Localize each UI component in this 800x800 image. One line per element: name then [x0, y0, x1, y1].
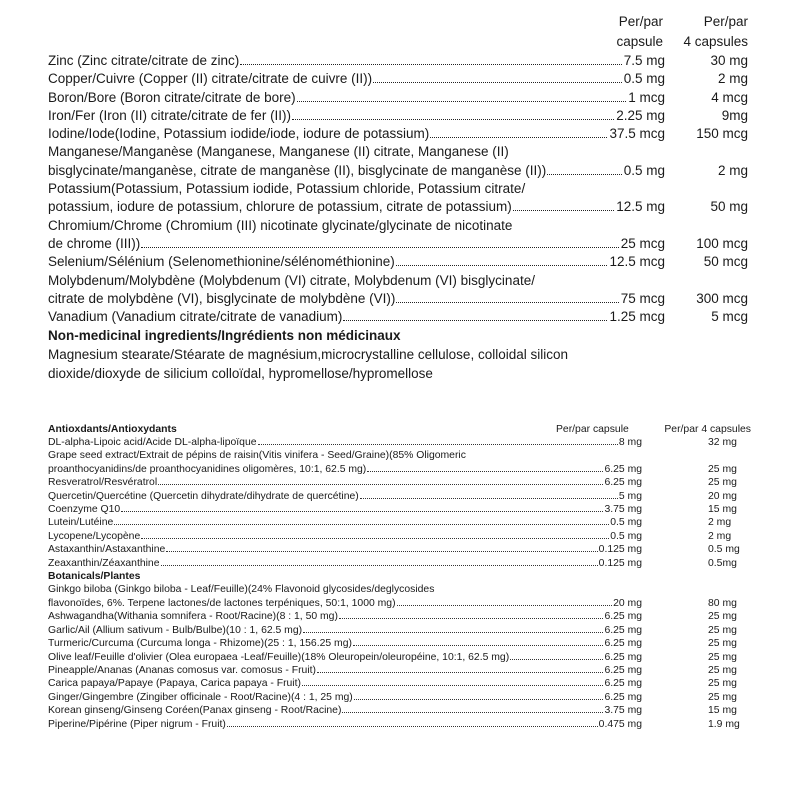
- amount-per-capsule: 12.5 mg: [616, 199, 665, 215]
- ingredient-leader-line: [48, 490, 642, 503]
- amount-per-4-capsules: 25 mg: [708, 463, 737, 475]
- amount-per-4-capsules: 25 mg: [708, 691, 737, 703]
- ingredient-leader-line: [48, 235, 665, 253]
- dot-leader: [302, 685, 603, 686]
- amount-per-4-capsules: 9mg: [721, 107, 748, 123]
- amount-per-capsule: 8 mg: [618, 437, 642, 448]
- ingredient-row: [48, 691, 753, 704]
- ingredient-leader-line: [48, 637, 642, 650]
- ingredient-name: potassium, iodure de potassium, chlorure de potassium, citrate de potassium): [48, 199, 512, 215]
- per-4-capsules-header: Per/par 4 capsules: [664, 424, 751, 435]
- amount-per-4-capsules: 25 mg: [708, 638, 737, 650]
- ingredient-name: Boron/Bore (Boron citrate/citrate de bore): [48, 89, 296, 105]
- amount-per-4-capsules: 0.5mg: [708, 557, 737, 569]
- ingredient-row: [48, 125, 758, 143]
- ingredient-row: [48, 272, 758, 309]
- ingredient-name: Piperine/Pipérine (Piper nigrum - Fruit): [48, 718, 226, 730]
- ingredient-name: Vanadium (Vanadium citrate/citrate de vanadium): [48, 309, 343, 325]
- dot-leader: [343, 320, 607, 321]
- ingredient-name-line: Grape seed extract/Extrait de pépins de raisin(Vitis vinifera - Seed/Graine)(85% Oligomeric: [48, 450, 466, 462]
- ingredient-name: Coenzyme Q10: [48, 504, 121, 516]
- ingredient-name: citrate de molybdène (VI), bisglycinate de molybdène (VI)): [48, 290, 396, 306]
- amount-per-4-capsules: 2 mg: [708, 530, 732, 542]
- ingredient-row: [48, 516, 753, 529]
- ingredient-leader-line: [48, 476, 642, 489]
- dot-leader: [342, 712, 603, 713]
- amount-per-4-capsules: 32 mg: [708, 437, 737, 448]
- amount-per-capsule: 7.5 mg: [623, 53, 665, 68]
- ingredient-name: Olive leaf/Feuille d'olivier (Olea europaea -Leaf/Feuille)(18% Oleuropein/oleuropéine, 10:1, 62.5 mg): [48, 651, 510, 663]
- ingredient-row: [48, 89, 758, 107]
- ingredient-leader-line: [48, 52, 665, 70]
- amount-per-capsule: 2.25 mg: [616, 107, 665, 123]
- amount-per-capsule: 6.25 mg: [604, 463, 642, 475]
- ingredient-name: de chrome (III)): [48, 235, 141, 251]
- dot-leader: [397, 605, 613, 606]
- ingredient-name: Resveratrol/Resvératrol: [48, 477, 158, 489]
- dot-leader: [396, 302, 618, 303]
- antioxidant-list: [48, 436, 753, 570]
- ingredient-row: [48, 664, 753, 677]
- ingredient-row: [48, 143, 758, 180]
- non-medicinal-heading: Non-medicinal ingredients/Ingrédients non médicinaux: [48, 328, 401, 344]
- non-medicinal-text: Magnesium stearate/Stéarate de magnésium,microcrystalline cellulose, colloidal silicon dioxide/dioxyde de silicium colloïdal, hypromellose/hypromellose: [48, 347, 568, 382]
- amount-per-4-capsules: 150 mcg: [696, 126, 748, 142]
- ingredient-leader-line: [48, 503, 642, 516]
- ingredient-row: [48, 610, 753, 623]
- ingredient-name: DL-alpha-Lipoic acid/Acide DL-alpha-lipoïque: [48, 437, 257, 448]
- ingredient-list: [48, 52, 758, 326]
- amount-per-capsule: 1.25 mcg: [609, 309, 665, 325]
- ingredient-row: [48, 530, 753, 543]
- ingredient-name: Zinc (Zinc citrate/citrate de zinc): [48, 53, 240, 68]
- dot-leader: [292, 119, 614, 120]
- amount-per-capsule: 0.5 mg: [623, 162, 665, 178]
- per-capsule-header: Per/par capsule: [616, 14, 663, 49]
- dot-leader: [258, 444, 618, 445]
- ingredient-name-line: Molybdenum/Molybdène (Molybdenum (VI) citrate, Molybdenum (VI) bisglycinate/: [48, 272, 535, 288]
- amount-per-capsule: 6.25 mg: [604, 611, 642, 623]
- amount-per-4-capsules: 25 mg: [708, 477, 737, 489]
- ingredient-row: [48, 180, 758, 217]
- ingredient-row: [48, 70, 758, 88]
- ingredient-row: [48, 52, 758, 70]
- amount-per-4-capsules: 80 mg: [708, 597, 737, 609]
- dot-leader: [396, 265, 608, 266]
- ingredient-leader-line: [48, 664, 642, 677]
- ingredient-leader-line: [48, 704, 642, 717]
- amount-per-4-capsules: 300 mcg: [696, 290, 748, 306]
- ingredient-leader-line: [48, 677, 642, 690]
- ingredient-leader-line: [48, 198, 665, 216]
- ingredient-name: Ginger/Gingembre (Zingiber officinale - Root/Racine)(4 : 1, 25 mg): [48, 691, 353, 703]
- ingredient-row: [48, 637, 753, 650]
- amount-per-capsule: 6.25 mg: [604, 691, 642, 703]
- amount-per-capsule: 6.25 mg: [604, 638, 642, 650]
- amount-per-capsule: 25 mcg: [620, 235, 665, 251]
- ingredient-name: Copper/Cuivre (Copper (II) citrate/citrate de cuivre (II)): [48, 71, 373, 87]
- ingredient-leader-line: [48, 463, 642, 476]
- amount-per-4-capsules: 1.9 mg: [708, 718, 740, 730]
- amount-per-4-capsules: 5 mcg: [711, 309, 748, 325]
- ingredient-leader-line: [48, 543, 642, 556]
- ingredient-leader-line: [48, 70, 665, 88]
- ingredient-row: [48, 107, 758, 125]
- ingredient-leader-line: [48, 290, 665, 308]
- ingredient-name: Selenium/Sélénium (Selenomethionine/sélénométhionine): [48, 254, 395, 270]
- ingredient-row: [48, 583, 753, 610]
- ingredient-name: Lutein/Lutéine: [48, 517, 114, 529]
- per-capsule-header: Per/par capsule: [556, 424, 629, 435]
- dot-leader: [367, 471, 603, 472]
- dot-leader: [141, 247, 618, 248]
- dot-leader: [353, 645, 604, 646]
- ingredient-leader-line: [48, 557, 642, 570]
- ingredient-name: Ashwagandha(Withania somnifera - Root/Racine)(8 : 1, 50 mg): [48, 611, 338, 623]
- ingredient-leader-line: [48, 516, 642, 529]
- botanical-list: [48, 583, 753, 730]
- ingredient-row: [48, 503, 753, 516]
- dot-leader: [360, 498, 618, 499]
- ingredient-leader-line: [48, 162, 665, 180]
- ingredient-name: Astaxanthin/Astaxanthine: [48, 544, 166, 556]
- ingredient-name-line: Manganese/Manganèse (Manganese, Manganese (II) citrate, Manganese (II): [48, 144, 509, 160]
- amount-per-4-capsules: 20 mg: [708, 490, 737, 502]
- ingredient-name: bisglycinate/manganèse, citrate de manganèse (II), bisglycinate de manganèse (II)): [48, 162, 547, 178]
- ingredient-row: [48, 677, 753, 690]
- amount-per-capsule: 6.25 mg: [604, 477, 642, 489]
- dot-leader: [547, 174, 621, 175]
- ingredient-row: [48, 308, 758, 326]
- amount-per-capsule: 0.5 mg: [610, 517, 642, 529]
- dot-leader: [166, 551, 597, 552]
- amount-per-4-capsules: 15 mg: [708, 504, 737, 516]
- amount-per-capsule: 6.25 mg: [604, 678, 642, 690]
- ingredient-leader-line: [48, 597, 642, 610]
- ingredient-row: [48, 624, 753, 637]
- amount-per-capsule: 6.25 mg: [604, 624, 642, 636]
- ingredient-row: [48, 704, 753, 717]
- ingredient-name: Quercetin/Quercétine (Quercetin dihydrate/dihydrate de quercétine): [48, 490, 359, 502]
- ingredient-name: Garlic/Ail (Allium sativum - Bulb/Bulbe)(10 : 1, 62.5 mg): [48, 624, 303, 636]
- amount-per-4-capsules: 2 mg: [717, 71, 748, 87]
- amount-per-capsule: 0.5 mg: [610, 530, 642, 542]
- ingredient-row: [48, 476, 753, 489]
- dot-leader: [373, 82, 622, 83]
- amount-per-capsule: 0.475 mg: [598, 718, 642, 730]
- amount-per-capsule: 0.125 mg: [598, 557, 642, 569]
- ingredient-name-line: Ginkgo biloba (Ginkgo biloba - Leaf/Feuille)(24% Flavonoid glycosides/deglycosides: [48, 584, 435, 596]
- dot-leader: [158, 484, 603, 485]
- ingredient-name: Turmeric/Curcuma (Curcuma longa - Rhizome)(25 : 1, 156.25 mg): [48, 638, 352, 650]
- dot-leader: [317, 672, 603, 673]
- amount-per-capsule: 6.25 mg: [604, 651, 642, 663]
- ingredient-row: [48, 436, 753, 449]
- dot-leader: [339, 618, 604, 619]
- ingredient-leader-line: [48, 436, 642, 449]
- antioxidants-header-row: [48, 423, 753, 436]
- amount-per-4-capsules: 2 mg: [708, 517, 732, 529]
- dot-leader: [161, 565, 598, 566]
- ingredient-name: Lycopene/Lycopène: [48, 530, 141, 542]
- dot-leader: [297, 101, 627, 102]
- amount-per-4-capsules: 50 mg: [710, 199, 748, 215]
- dot-leader: [227, 726, 598, 727]
- amount-per-capsule: 1 mcg: [628, 89, 665, 105]
- medicinal-ingredients-table: [48, 12, 758, 383]
- amount-per-4-capsules: 4 mcg: [711, 89, 748, 105]
- antioxidants-heading: Antioxdants/Antioxydants: [48, 424, 177, 435]
- antioxidants-botanicals-table: [48, 423, 753, 731]
- amount-per-4-capsules: 25 mg: [708, 651, 737, 663]
- dot-leader: [513, 210, 614, 211]
- ingredient-name: flavonoïdes, 6%. Terpene lactones/de lactones terpéniques, 50:1, 1000 mg): [48, 597, 396, 609]
- ingredient-leader-line: [48, 253, 665, 271]
- ingredient-leader-line: [48, 610, 642, 623]
- ingredient-name: Zeaxanthin/Zéaxanthine: [48, 557, 160, 569]
- amount-per-4-capsules: 15 mg: [708, 705, 737, 717]
- ingredient-leader-line: [48, 89, 665, 107]
- ingredient-row: [48, 253, 758, 271]
- amount-per-capsule: 75 mcg: [620, 290, 665, 306]
- ingredient-row: [48, 449, 753, 476]
- dot-leader: [114, 524, 609, 525]
- ingredient-leader-line: [48, 308, 665, 326]
- ingredient-name: Iodine/Iode(Iodine, Potassium iodide/iode, iodure de potassium): [48, 126, 430, 142]
- ingredient-name: Korean ginseng/Ginseng Coréen(Panax ginseng - Root/Racine): [48, 705, 342, 717]
- ingredient-leader-line: [48, 530, 642, 543]
- amount-per-capsule: 0.5 mg: [623, 71, 665, 87]
- dot-leader: [141, 538, 609, 539]
- amount-per-4-capsules: 25 mg: [708, 678, 737, 690]
- column-headers: [48, 12, 758, 52]
- dot-leader: [354, 699, 604, 700]
- ingredient-name-line: Chromium/Chrome (Chromium (III) nicotinate glycinate/glycinate de nicotinate: [48, 217, 513, 233]
- amount-per-capsule: 3.75 mg: [604, 504, 642, 516]
- amount-per-4-capsules: 100 mcg: [696, 235, 748, 251]
- amount-per-4-capsules: 0.5 mg: [708, 544, 740, 556]
- amount-per-4-capsules: 25 mg: [708, 664, 737, 676]
- ingredient-name: Iron/Fer (Iron (II) citrate/citrate de fer (II)): [48, 107, 292, 123]
- ingredient-row: [48, 490, 753, 503]
- dot-leader: [240, 64, 621, 65]
- amount-per-4-capsules: 50 mcg: [703, 254, 748, 270]
- ingredient-row: [48, 718, 753, 731]
- amount-per-capsule: 3.75 mg: [604, 705, 642, 717]
- amount-per-4-capsules: 25 mg: [708, 611, 737, 623]
- amount-per-capsule: 5 mg: [618, 490, 642, 502]
- ingredient-leader-line: [48, 718, 642, 731]
- amount-per-4-capsules: 2 mg: [717, 162, 748, 178]
- botanicals-heading: Botanicals/Plantes: [48, 571, 141, 583]
- ingredient-name: Pineapple/Ananas (Ananas comosus var. comosus - Fruit): [48, 664, 316, 676]
- ingredient-leader-line: [48, 125, 665, 143]
- ingredient-row: [48, 557, 753, 570]
- amount-per-capsule: 37.5 mcg: [609, 126, 665, 142]
- ingredient-row: [48, 217, 758, 254]
- ingredient-name-line: Potassium(Potassium, Potassium iodide, Potassium chloride, Potassium citrate/: [48, 181, 526, 197]
- ingredient-leader-line: [48, 624, 642, 637]
- ingredient-row: [48, 543, 753, 556]
- ingredient-row: [48, 651, 753, 664]
- dot-leader: [430, 137, 607, 138]
- amount-per-4-capsules: 30 mg: [710, 53, 748, 68]
- per-4-capsules-header: Per/par 4 capsules: [683, 14, 748, 49]
- amount-per-capsule: 20 mg: [613, 597, 642, 609]
- dot-leader: [303, 632, 603, 633]
- amount-per-capsule: 12.5 mcg: [609, 254, 665, 270]
- amount-per-capsule: 0.125 mg: [598, 544, 642, 556]
- ingredient-leader-line: [48, 107, 665, 125]
- ingredient-leader-line: [48, 651, 642, 664]
- dot-leader: [510, 659, 603, 660]
- ingredient-name: Carica papaya/Papaye (Papaya, Carica papaya - Fruit): [48, 678, 301, 690]
- ingredient-leader-line: [48, 691, 642, 704]
- amount-per-4-capsules: 25 mg: [708, 624, 737, 636]
- amount-per-capsule: 6.25 mg: [604, 664, 642, 676]
- dot-leader: [121, 511, 603, 512]
- ingredient-name: proanthocyanidins/de proanthocyanidines oligomères, 10:1, 62.5 mg): [48, 463, 367, 475]
